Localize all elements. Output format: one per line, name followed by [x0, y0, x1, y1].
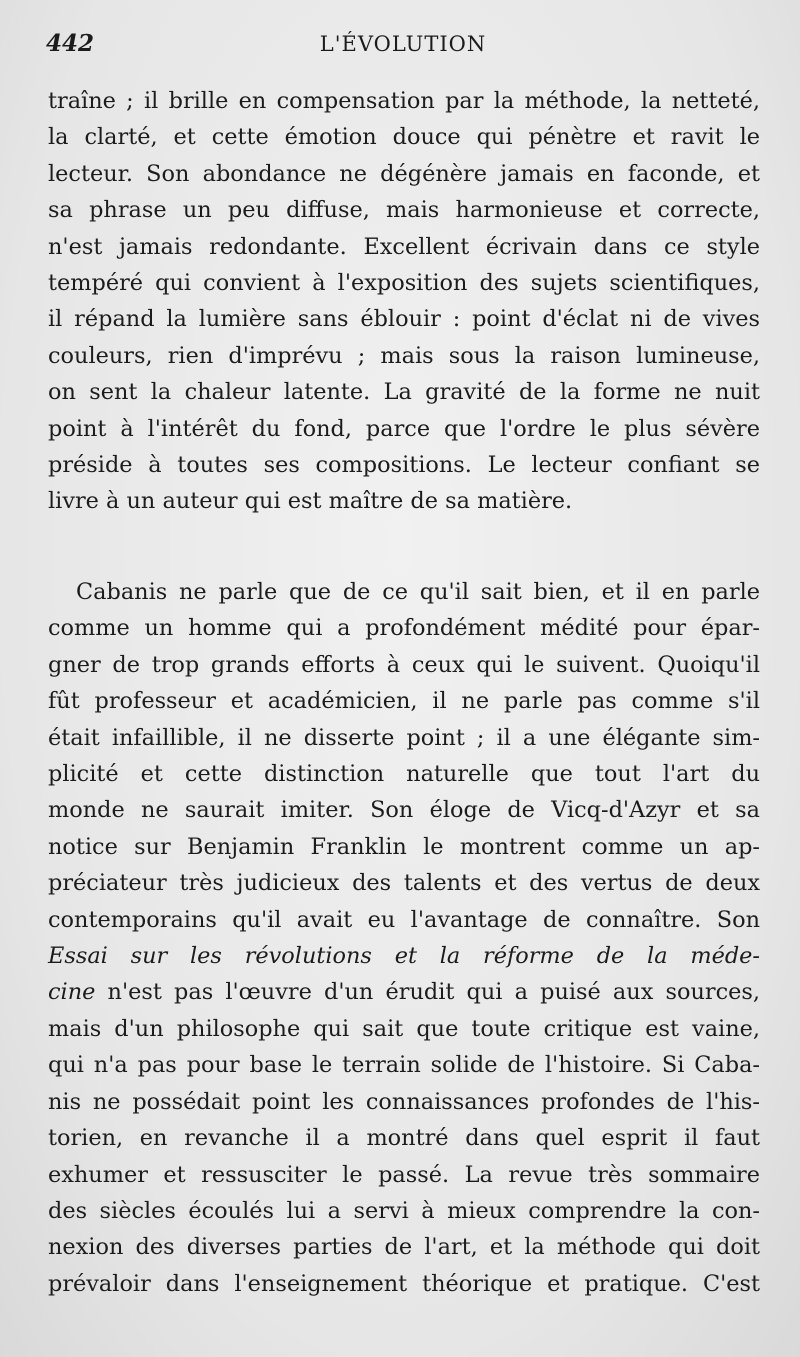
- text-line: tempéré qui convient à l'exposition des sujets scientifiques,: [48, 270, 760, 297]
- text-line: mais d'un philosophe qui sait que toute critique est vaine,: [48, 1015, 760, 1042]
- text-line: sa phrase un peu diffuse, mais harmonieuse et correcte,: [48, 197, 760, 224]
- page-header: [46, 30, 760, 70]
- page-number: 442: [46, 30, 95, 57]
- text-line: notice sur Benjamin Franklin le montrent comme un ap-: [48, 833, 760, 860]
- text-line: traîne ; il brille en compensation par la méthode, la netteté,: [48, 88, 760, 114]
- text-line: on sent la chaleur latente. La gravité de la forme ne nuit: [48, 379, 760, 406]
- text-line: il répand la lumière sans éblouir : point d'éclat ni de vives: [48, 306, 760, 333]
- text-line: comme un homme qui a profondément médité pour épar-: [48, 615, 760, 642]
- text-line: plicité et cette distinction naturelle que tout l'art du: [48, 761, 760, 788]
- running-title: L'ÉVOLUTION: [319, 32, 487, 56]
- text-line: livre à un auteur qui est maître de sa matière.: [48, 488, 573, 515]
- text-line: exhumer et ressusciter le passé. La revue très sommaire: [48, 1161, 760, 1188]
- text-line: contemporains qu'il avait eu l'avantage de connaître. Son: [48, 906, 760, 933]
- text-line: lecteur. Son abondance ne dégénère jamais en faconde, et: [48, 160, 760, 187]
- paragraph-1: [48, 83, 760, 520]
- text-line: était infaillible, il ne disserte point ; il a une élégante sim-: [48, 724, 760, 751]
- text-line: couleurs, rien d'imprévu ; mais sous la raison lumineuse,: [48, 342, 760, 369]
- book-title-italic: Essai sur les révolutions et la réforme de la méde-: [48, 943, 760, 970]
- text-line: [48, 974, 760, 1010]
- text-line: préside à toutes ses compositions. Le lecteur confiant se: [48, 452, 760, 479]
- text-line: gner de trop grands efforts à ceux qui le suivent. Quoiqu'il: [48, 651, 760, 678]
- book-title-italic-end: cine: [48, 979, 96, 1006]
- text-line: Cabanis ne parle que de ce qu'il sait bien, et il en parle: [76, 579, 760, 605]
- text-line: nis ne possédait point les connaissances profondes de l'his-: [48, 1088, 760, 1115]
- paragraph-2: [48, 574, 760, 1302]
- text-line-title: [48, 938, 760, 974]
- text-line: torien, en revanche il a montré dans quel esprit il faut: [48, 1125, 760, 1152]
- text-line: la clarté, et cette émotion douce qui pénètre et ravit le: [48, 124, 760, 151]
- text-line: des siècles écoulés lui a servi à mieux comprendre la con-: [48, 1197, 760, 1224]
- text-fragment: n'est pas l'œuvre d'un érudit qui a puisé aux sources,: [95, 979, 760, 1006]
- text-line: préciateur très judicieux des talents et des vertus de deux: [48, 870, 760, 897]
- text-line: monde ne saurait imiter. Son éloge de Vicq-d'Azyr et sa: [48, 797, 760, 824]
- text-line: point à l'intérêt du fond, parce que l'ordre le plus sévère: [48, 415, 760, 442]
- text-line: prévaloir dans l'enseignement théorique et pratique. C'est: [48, 1270, 760, 1297]
- text-line: n'est jamais redondante. Excellent écrivain dans ce style: [48, 233, 760, 260]
- text-line: qui n'a pas pour base le terrain solide de l'histoire. Si Caba-: [48, 1052, 760, 1079]
- text-line: fût professeur et académicien, il ne parle pas comme s'il: [48, 688, 760, 715]
- text-line: nexion des diverses parties de l'art, et la méthode qui doit: [48, 1234, 760, 1261]
